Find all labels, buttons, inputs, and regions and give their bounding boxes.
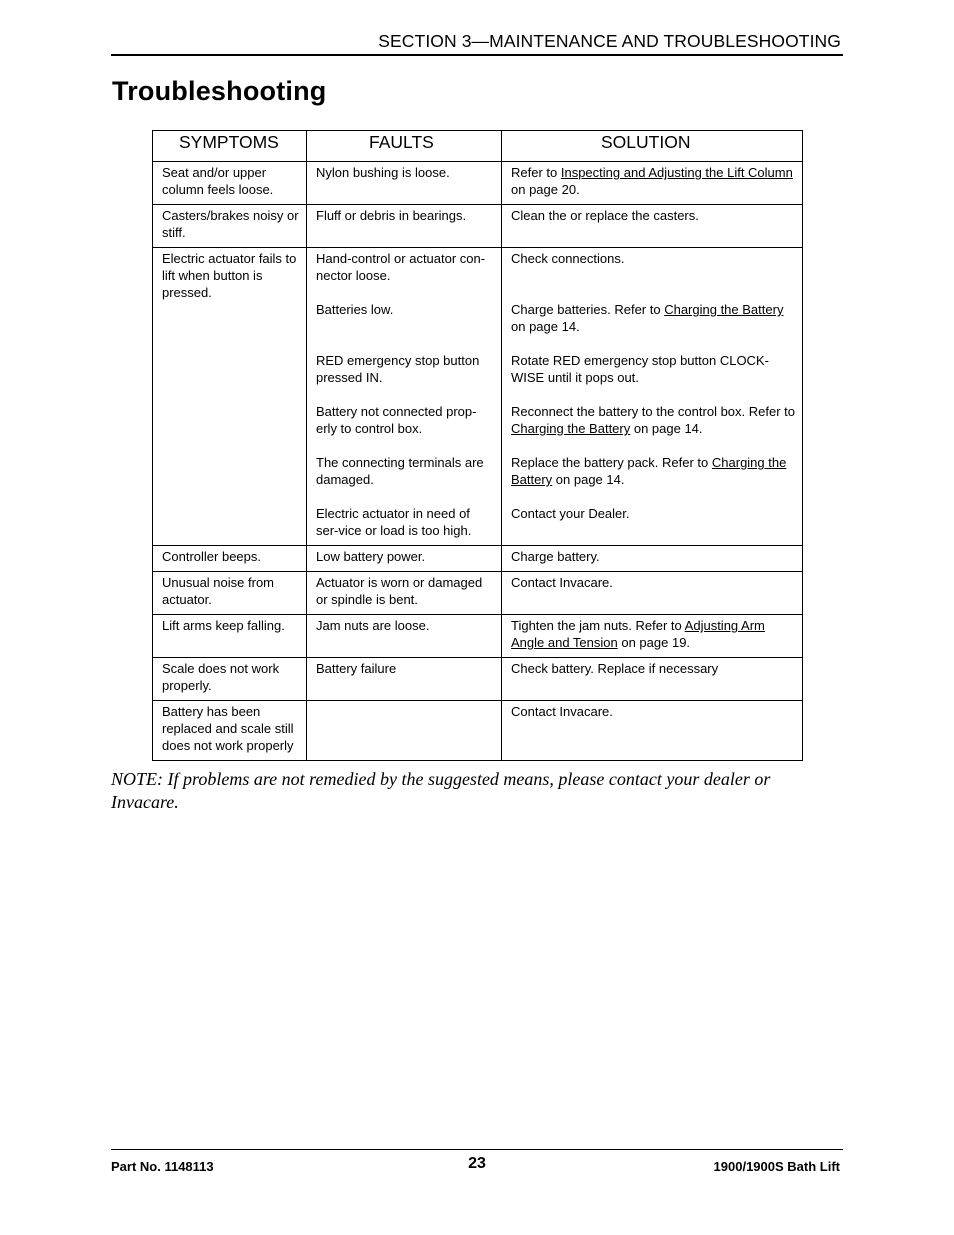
page-title: Troubleshooting bbox=[112, 76, 327, 106]
fault-cell: Jam nuts are loose. bbox=[307, 615, 502, 658]
table-row bbox=[153, 248, 803, 546]
fault-item: Batteries low. bbox=[316, 302, 394, 317]
solution-cell bbox=[502, 248, 803, 546]
symptom-cell: Electric actuator fails to lift when button is pressed. bbox=[153, 248, 307, 546]
solution-item: Reconnect the battery to the control box. Refer to Charging the Battery on page 14. bbox=[511, 404, 795, 436]
fault-item: Battery not connected prop-erly to control box. bbox=[316, 404, 477, 436]
symptom-cell: Scale does not work properly. bbox=[153, 658, 307, 701]
solution-cell: Check battery. Replace if necessary bbox=[502, 658, 803, 701]
symptom-cell: Casters/brakes noisy or stiff. bbox=[153, 205, 307, 248]
column-header-faults: FAULTS bbox=[307, 131, 502, 162]
solution-item: Charge batteries. Refer to Charging the Battery on page 14. bbox=[511, 302, 784, 334]
reference-link[interactable]: Charging the Battery bbox=[664, 302, 784, 317]
symptom-cell: Lift arms keep falling. bbox=[153, 615, 307, 658]
reference-link[interactable]: Adjusting Arm Angle and Tension bbox=[511, 618, 765, 650]
solution-cell: Contact Invacare. bbox=[502, 701, 803, 761]
page-header bbox=[111, 30, 843, 56]
fault-cell: Actuator is worn or damaged or spindle is bent. bbox=[307, 572, 502, 615]
solution-cell: Contact Invacare. bbox=[502, 572, 803, 615]
fault-cell bbox=[307, 248, 502, 546]
fault-item: Hand-control or actuator con-nector loose. bbox=[316, 251, 486, 283]
fault-item: RED emergency stop button pressed IN. bbox=[316, 353, 480, 385]
symptom-cell: Seat and/or upper column feels loose. bbox=[153, 162, 307, 205]
table-row bbox=[153, 701, 803, 761]
fault-cell: Low battery power. bbox=[307, 546, 502, 572]
table-row bbox=[153, 615, 803, 658]
fault-cell: Fluff or debris in bearings. bbox=[307, 205, 502, 248]
part-number: Part No. 1148113 bbox=[111, 1159, 214, 1174]
column-header-symptoms: SYMPTOMS bbox=[153, 131, 307, 162]
solution-cell: Clean the or replace the casters. bbox=[502, 205, 803, 248]
solution-cell: Refer to Inspecting and Adjusting the Lift Column on page 20. bbox=[502, 162, 803, 205]
section-title: SECTION 3—MAINTENANCE AND TROUBLESHOOTING bbox=[378, 31, 841, 51]
page-footer bbox=[111, 1149, 843, 1177]
table-row bbox=[153, 546, 803, 572]
table-row bbox=[153, 162, 803, 205]
table-header-row bbox=[153, 131, 803, 162]
fault-item: Electric actuator in need of ser-vice or load is too high. bbox=[316, 506, 472, 538]
symptom-cell: Battery has been replaced and scale still does not work properly bbox=[153, 701, 307, 761]
table-row bbox=[153, 658, 803, 701]
table-row bbox=[153, 572, 803, 615]
solution-cell: Tighten the jam nuts. Refer to Adjusting Arm Angle and Tension on page 19. bbox=[502, 615, 803, 658]
column-header-solution: SOLUTION bbox=[502, 131, 803, 162]
troubleshooting-table bbox=[152, 130, 803, 761]
fault-cell: Battery failure bbox=[307, 658, 502, 701]
solution-item: Rotate RED emergency stop button CLOCK-WISE until it pops out. bbox=[511, 353, 769, 385]
fault-item: The connecting terminals are damaged. bbox=[316, 455, 484, 487]
solution-item: Check connections. bbox=[511, 251, 625, 266]
page-number: 23 bbox=[468, 1155, 486, 1172]
note-text: NOTE: If problems are not remedied by the suggested means, please contact your dealer or Invacare. bbox=[111, 769, 771, 812]
product-name: 1900/1900S Bath Lift bbox=[713, 1159, 840, 1174]
reference-link[interactable]: Charging the Battery bbox=[511, 421, 631, 436]
solution-item: Replace the battery pack. Refer to Charging the Battery on page 14. bbox=[511, 455, 787, 487]
table-row bbox=[153, 205, 803, 248]
solution-item: Contact your Dealer. bbox=[511, 506, 630, 521]
symptom-cell: Controller beeps. bbox=[153, 546, 307, 572]
fault-cell bbox=[307, 701, 502, 761]
solution-cell: Charge battery. bbox=[502, 546, 803, 572]
fault-cell: Nylon bushing is loose. bbox=[307, 162, 502, 205]
reference-link[interactable]: Inspecting and Adjusting the Lift Column bbox=[560, 165, 793, 180]
reference-link[interactable]: Charging the Battery bbox=[511, 455, 787, 487]
symptom-cell: Unusual noise from actuator. bbox=[153, 572, 307, 615]
